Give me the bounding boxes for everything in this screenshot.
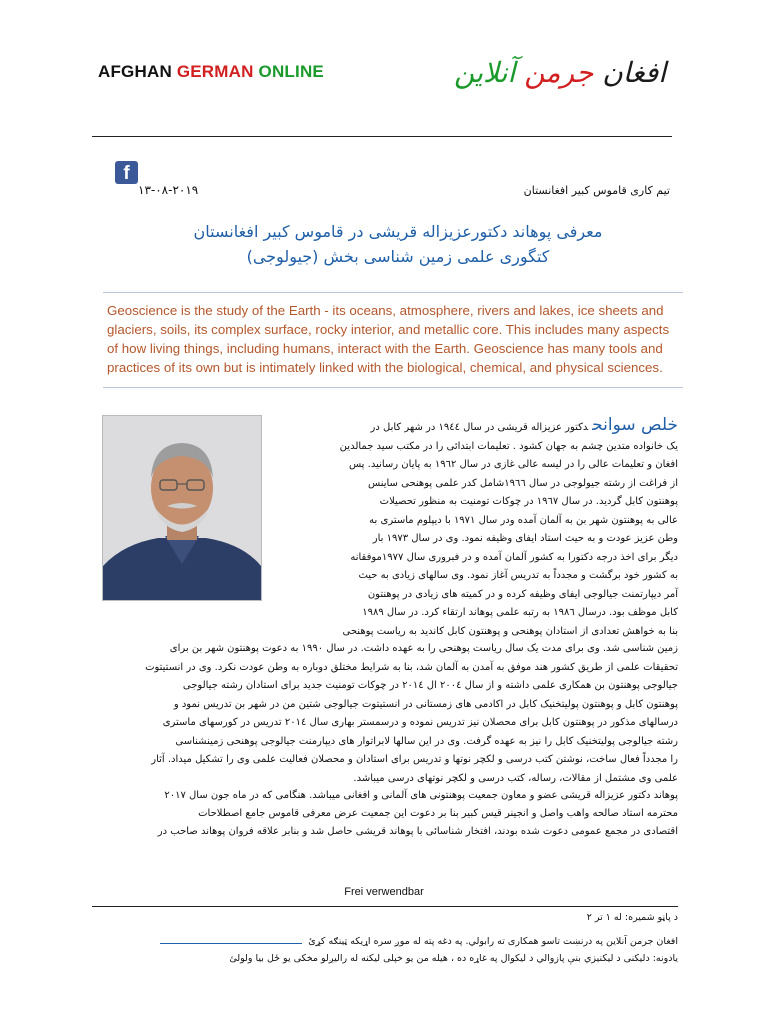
contact-text: افغان جرمن آنلاین په درنښت تاسو همکاری ته رابولي. په دغه پته له موږ سره اړیکه ټینګه کړئ <box>308 936 678 947</box>
portrait-illustration <box>103 416 261 600</box>
bio-line-0 <box>300 416 678 438</box>
bio-line: افغان و تعلیمات عالی را در لیسه عالی غازی در سال ١٩٦٢ به پایان رسانید. پس <box>348 459 678 470</box>
bio-line: زمین شناسی شد. وی برای مدت یک سال ریاست پوهنحی را به عهده داشت. در سال ١٩٩٠ به دعوت پوهنتون شهر بن برای <box>169 643 678 654</box>
logo-lettering <box>454 55 669 89</box>
brand-english <box>98 62 324 82</box>
publish-date: ۱۳-۰۸-۲۰۱۹ <box>138 183 199 197</box>
biography-heading: خلص سوانح <box>592 415 678 435</box>
logo-word-afghan: افغان <box>593 56 666 89</box>
bio-line: پوهنتون کابل و پوهنتون پولیتخنیک کابل در اکادمی های زمستانی در انستیتوت جیالوجی شتین من در شهر بن تدریس نمود و <box>173 698 678 710</box>
bio-line: جیالوجی پوهنتون بن همکاری علمی داشته و از سال ٢٠٠٤ ال ٢٠١٤ در چوکات تومنیت جدید برای استادان رشته جیالوجی <box>182 680 678 691</box>
bio-line: پوهنتون کابل گردید. در سال ١٩٦٧ در چوکات تومنیت به منظور تحصیلات <box>379 496 678 507</box>
logo-word-german: جرمن <box>515 56 594 89</box>
contact-link-blank[interactable] <box>160 934 302 944</box>
note-line: یادونه: دلیکنی د لیکنیزي بنې پازوالي د لیکوال په غاړه ده ، هیله من یو خپلی لیکنه له رالیږلو مخکی یو ځل بیا ولولئ <box>229 953 678 964</box>
header-divider <box>92 136 672 137</box>
bio-line: به کشور خود برگشت و مجدداً به تدریس آغاز نمود. وی سالهای زیادی به حیث <box>358 570 678 581</box>
biography-top <box>300 416 678 641</box>
bio-p2-line: اقتصادی در مجمع عمومی دعوت شده بودند، افتخار شناسائی با پوهاند قریشی حاصل شد و بنابر علاقه فروان پوهاند صاحب در <box>157 826 678 837</box>
bio-line: بنا به خواهش تعدادی از استادان پوهنحی و پوهنتون کابل کاندید به ریاست پوهنحی <box>342 625 678 637</box>
bio-line: دیگر برای اخذ درجه دکتورا به کشور آلمان آمده و در فبروری سال ١٩٧٧موفقانه <box>350 551 678 563</box>
bio-line: رشته جیالوجی پولیتخنیک کابل را نیز به عهده گرفت. وی در این سالها لابراتوار های دیپارمنت جیالوجی پوهنحی زمینشناسی <box>175 735 678 747</box>
bio-line: آمر دیپارتمنت جیالوجی ایفای وظیفه کرده و در کمیته های زیادی در پوهنتون <box>367 588 678 600</box>
bio-line: از فراغت از رشته جیولوجی در سال ١٩٦٦شامل کدر علمی پوهنحی ساینس <box>367 477 678 489</box>
brand-word-afghan: AFGHAN <box>98 62 177 81</box>
bio-line: تحقیقات علمی از طریق کشور هند موفق به آمدن به آلمان شد، بنا به شرایط مختلق دوباره به وطن عودت نکرد. وی در انستیتوت <box>145 661 678 673</box>
brand-word-online: ONLINE <box>253 62 324 81</box>
facebook-icon[interactable]: f <box>115 161 138 184</box>
bio-first-line-text: دکتور عزیزاله قریشی در سال ١٩٤٤ در شهر کابل در <box>370 422 589 433</box>
bio-line: عالی به پوهنتون شهر بن به آلمان آمده ودر سال ١٩٧١ با دیپلوم ماستری به <box>369 514 678 526</box>
free-use-label: Frei verwendbar <box>344 886 424 898</box>
bio-p2-line: محترمه استاد صالحه واهب واصل و انجینر قیس کبیر بنا بر دعوت این جمعیت عرض معرفی قاموس جامع اصطلاحات <box>198 808 678 819</box>
article-subtitle: کتگوری علمی زمین شناسی بخش (جیولوجی) <box>246 247 550 266</box>
author-team: تیم کاری قاموس کبیر افغانستان <box>523 184 670 197</box>
biography-paragraph-2 <box>92 787 678 841</box>
bio-line: کابل موظف بود. درسال ١٩٨٦ به رتبه علمی پوهاند ارتقاء کرد. در سال ١٩٨٩ <box>362 607 678 618</box>
page-count: د پاڼو شمیره: له ۱ تر ۲ <box>586 912 678 923</box>
footer-divider <box>92 906 678 907</box>
bio-line: یک خانواده متدین چشم به جهان کشود . تعلیمات ابتدائی را در مکتب سید جمالدین <box>339 440 678 452</box>
portrait-photo <box>102 415 262 601</box>
biography-full-width <box>92 640 678 788</box>
logo-word-online: آنلاین <box>453 56 516 89</box>
bio-line: را مجدداً فعال ساخت، نوشتن کتب درسی و لکچر نوتها و تدریس برای استادان و محصلان فعالیت علمی وی را تشکیل میداد. آثار <box>151 754 678 765</box>
afghan-german-online-logo <box>436 44 672 100</box>
brand-word-german: GERMAN <box>176 62 254 81</box>
bio-p2-line: پوهاند دکتور عزیزاله قریشی عضو و معاون جمعیت پوهنتونی های آلمانی و افغانی میباشد. هنگامی که در ماه جون سال ٢٠١٧ <box>164 790 678 801</box>
bio-line: علمی وی مشتمل از مقالات، رساله، کتب درسی و لکچر نوتهای درسی میباشد. <box>353 772 678 784</box>
contact-line <box>92 934 678 947</box>
bio-line: درسالهای مذکور در پوهنتون کابل برای محصلان نیز تدریس نموده و درسمستر بهاری سال ٢٠١٤ تدریس در کورسهای ماستری <box>162 717 678 728</box>
geoscience-intro: Geoscience is the study of the Earth - its oceans, atmosphere, rivers and lakes, ice sheets and glaciers, soils, its complex surface, rocky interior, and metallic core. This includes many aspects of how living things, including humans, interact with the Earth. Geoscience has many tools and practices of its own but is intimately linked with the biological, chemical, and physical sciences. <box>107 303 670 375</box>
article-title: معرفی پوهاند دکتورعزیزاله قریشی در قاموس کبیر افغانستان <box>193 222 603 241</box>
bio-line: وطن عزیز عودت و به حیث استاد ایفای وظیفه نمود. وی در سال ١٩٧٣ بار <box>372 533 678 544</box>
